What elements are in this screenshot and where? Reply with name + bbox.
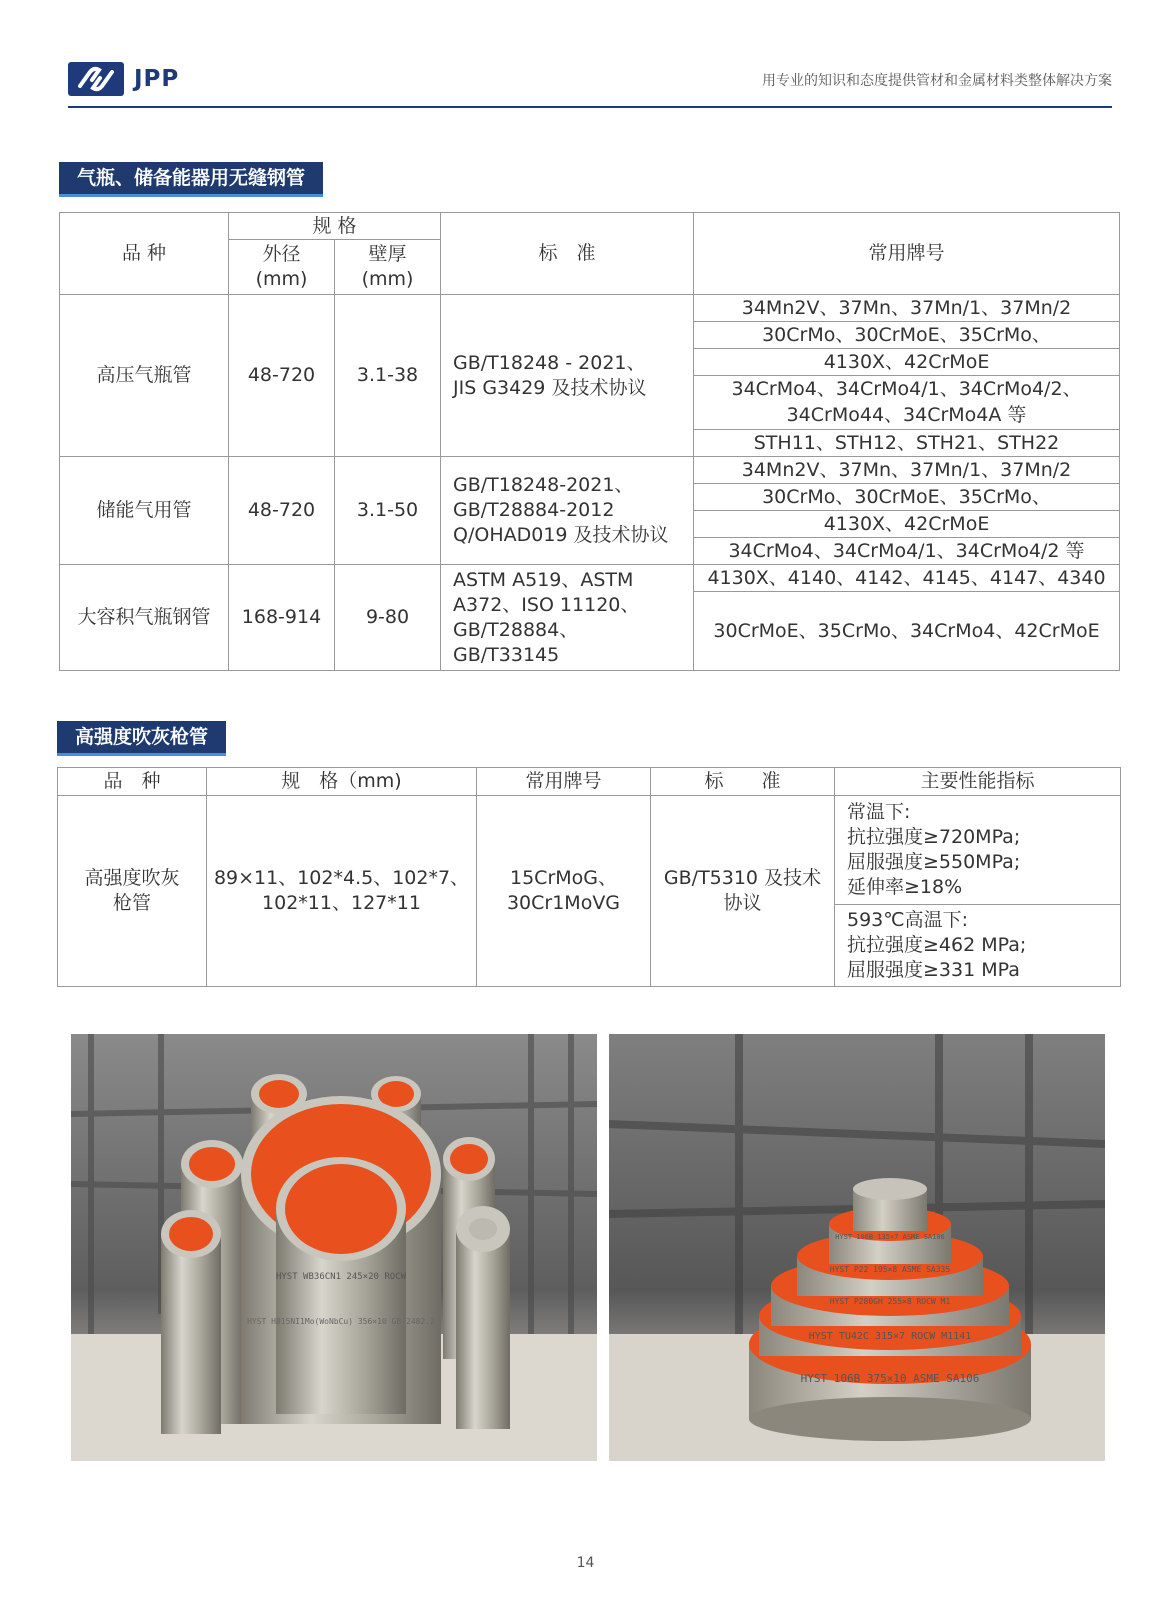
table-row bbox=[60, 457, 1120, 484]
logo-mark-icon bbox=[68, 62, 124, 96]
wt-cell: 3.1-50 bbox=[335, 457, 441, 565]
grade-cell: 4130X、4140、4142、4145、4147、4340 bbox=[694, 565, 1120, 592]
page-header bbox=[68, 58, 1112, 110]
spec-cell: 89×11、102*4.5、102*7、 102*11、127*11 bbox=[207, 796, 477, 987]
header-standard: 标 准 bbox=[651, 768, 835, 796]
table-row bbox=[60, 565, 1120, 592]
grade-cell: STH11、STH12、STH21、STH22 bbox=[694, 430, 1120, 457]
table-row bbox=[60, 295, 1120, 322]
standard-cell: ASTM A519、ASTM A372、ISO 11120、 GB/T28884、 GB/T33145 bbox=[441, 565, 694, 671]
grade-cell: 30CrMo、30CrMoE、35CrMo、 bbox=[694, 484, 1120, 511]
variety-cell: 高强度吹灰 枪管 bbox=[58, 796, 207, 987]
header-variety: 品 种 bbox=[60, 213, 229, 295]
variety-cell: 大容积气瓶钢管 bbox=[60, 565, 229, 671]
header-divider bbox=[68, 106, 1112, 108]
company-logo bbox=[68, 62, 179, 96]
gas-cylinder-pipe-table bbox=[59, 212, 1120, 671]
soot-blower-pipe-table bbox=[57, 767, 1121, 987]
wt-cell: 9-80 bbox=[335, 565, 441, 671]
grade-cell: 34Mn2V、37Mn、37Mn/1、37Mn/2 bbox=[694, 295, 1120, 322]
grade-cell: 4130X、42CrMoE bbox=[694, 511, 1120, 538]
standard-cell: GB/T18248 - 2021、 JIS G3429 及技术协议 bbox=[441, 295, 694, 457]
standard-cell: GB/T18248-2021、 GB/T28884-2012 Q/OHAD019 及技术协议 bbox=[441, 457, 694, 565]
header-spec: 规 格（mm) bbox=[207, 768, 477, 796]
section-title-gas-cylinder: 气瓶、储备能器用无缝钢管 bbox=[59, 162, 323, 194]
table-header-row bbox=[58, 768, 1121, 796]
header-grades: 常用牌号 bbox=[477, 768, 651, 796]
pipe-marking-outer: HYST H015NI1Mo(WoNbCu) 356×10 GB 2482.2 bbox=[247, 1317, 435, 1326]
od-cell: 168-914 bbox=[229, 565, 335, 671]
standard-cell: GB/T5310 及技术 协议 bbox=[651, 796, 835, 987]
photo-nested-pipe-rings bbox=[609, 1034, 1105, 1461]
header-outer-diameter: 外径 (mm) bbox=[229, 240, 335, 295]
wt-cell: 3.1-38 bbox=[335, 295, 441, 457]
grade-cell: 34CrMo4、34CrMo4/1、34CrMo4/2 等 bbox=[694, 538, 1120, 565]
grade-cell: 30CrMoE、35CrMo、34CrMo4、42CrMoE bbox=[694, 592, 1120, 671]
header-standard: 标 准 bbox=[441, 213, 694, 295]
header-performance: 主要性能指标 bbox=[835, 768, 1121, 796]
performance-room-temp-cell: 常温下: 抗拉强度≥720MPa; 屈服强度≥550MPa; 延伸率≥18% bbox=[835, 796, 1121, 905]
od-cell: 48-720 bbox=[229, 457, 335, 565]
table-header-row bbox=[60, 213, 1120, 240]
ring-marking-1: HYST 106B 135×7 ASME SA106 bbox=[835, 1233, 945, 1241]
pipe-marking-inner: HYST WB36CN1 245×20 ROCW bbox=[275, 1272, 407, 1282]
variety-cell: 高压气瓶管 bbox=[60, 295, 229, 457]
grade-cell: 15CrMoG、 30Cr1MoVG bbox=[477, 796, 651, 987]
logo-text: JPP bbox=[134, 66, 180, 92]
grade-cell: 34CrMo4、34CrMo4/1、34CrMo4/2、 bbox=[694, 376, 1120, 403]
grade-cell: 34Mn2V、37Mn、37Mn/1、37Mn/2 bbox=[694, 457, 1120, 484]
grade-cell: 34CrMo44、34CrMo4A 等 bbox=[694, 403, 1120, 430]
variety-cell: 储能气用管 bbox=[60, 457, 229, 565]
grade-cell: 30CrMo、30CrMoE、35CrMo、 bbox=[694, 322, 1120, 349]
ring-marking-2: HYST P22 195×8 ASME SA335 bbox=[829, 1265, 951, 1274]
header-wall-thickness: 壁厚 (mm) bbox=[335, 240, 441, 295]
ring-marking-3: HYST P280GH 255×8 ROCW M1 bbox=[829, 1297, 951, 1306]
table-row bbox=[58, 796, 1121, 905]
section-title-soot-blower: 高强度吹灰枪管 bbox=[57, 721, 226, 753]
ring-marking-4: HYST TU42C 315×7 ROCW M1141 bbox=[808, 1331, 972, 1342]
company-tagline: 用专业的知识和态度提供管材和金属材料类整体解决方案 bbox=[762, 73, 1112, 89]
header-variety: 品 种 bbox=[58, 768, 207, 796]
header-spec: 规 格 bbox=[229, 213, 441, 240]
od-cell: 48-720 bbox=[229, 295, 335, 457]
header-grades: 常用牌号 bbox=[694, 213, 1120, 295]
ring-marking-5: HYST 106B 375×10 ASME SA106 bbox=[800, 1372, 980, 1385]
performance-high-temp-cell: 593℃高温下: 抗拉强度≥462 MPa; 屈服强度≥331 MPa bbox=[835, 905, 1121, 987]
grade-cell: 4130X、42CrMoE bbox=[694, 349, 1120, 376]
photo-pipe-cluster bbox=[71, 1034, 597, 1461]
page-number: 14 bbox=[576, 1555, 595, 1571]
